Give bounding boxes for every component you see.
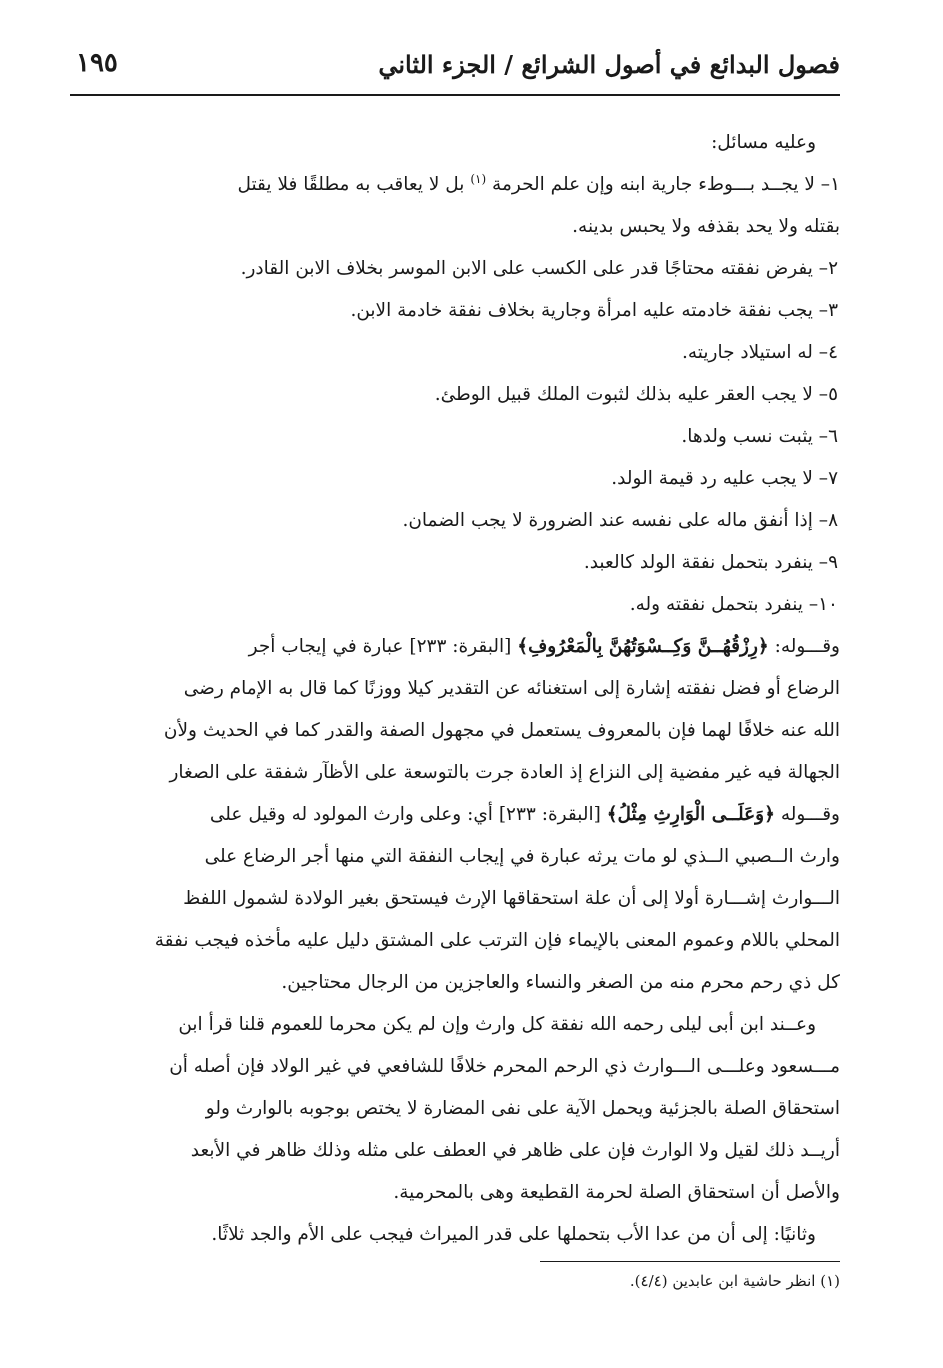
para-1-line-1-start: وقـــوله: [774,636,840,657]
running-title: فصول البدائع في أصول الشرائع / الجزء الثاني [378,50,840,79]
para-1-line-3: الله عنه خلافًا لهما فإن بالمعروف يستعمل في مجهول الصفة والقدر كما في الحديث ولأن [163,720,840,741]
page-header [70,46,840,96]
footnote-1: (١) انظر حاشية ابن عابدين (٤/٤). [629,1272,840,1290]
para-2-line-3: استحقاق الصلة بالجزئية ويحمل الآية على نفى المضارة لا يختص بوجوبه بالوارث ولو [205,1098,840,1119]
page-number: ١٩٥ [76,48,118,78]
book-page [70,46,840,1346]
para-1-line-5 [70,794,840,836]
para-1-line-7: الـــوارث إشـــارة أولا إلى أن علة استحقاقها الإرث فيستحق بغير الولادة لشمول اللفظ [183,888,840,909]
body-text [70,122,840,1256]
para-2-line-5: والأصل أن استحقاق الصلة لحرمة القطيعة وهى بالمحرمية. [393,1182,840,1203]
para-3-line-1: وثانيًا: إلى أن من عدا الأب بتحملها على قدر الميراث فيجب على الأم والجد ثلاثًا. [211,1224,816,1245]
para-1-line-2: الرضاع أو فضل نفقته إشارة إلى استغنائه عن التقدير كيلا ووزنًا كما قال به الإمام رضى [183,678,840,699]
quran-verse-1: ﴿رِزْقُهُــنَّ وَكِــسْوَتُهُنَّ بِالْمَعْرُوفِ﴾ [517,636,769,657]
item-1-text-before-ref: ١– لا يجــد بـــوطء جارية ابنه وإن علم الحرمة [492,174,840,195]
list-item-10: ١٠– ينفرد بتحمل نفقته وله. [629,594,838,615]
list-item-4: ٤– له استيلاد جاريته. [681,342,838,363]
para-1-line-4: الجهالة فيه غير مفضية إلى النزاع إذ العادة جرت بالتوسعة على الأظآر شفقة على الصغار [169,762,840,783]
para-1-line-5-start: وقـــوله [780,804,840,825]
quran-verse-2: ﴿وَعَلَــى الْوَارِثِ مِثْلُ﴾ [606,804,775,825]
footnote-divider [540,1261,840,1262]
list-item-3: ٣– يجب نفقة خادمته عليه امرأة وجارية بخلاف نفقة خادمة الابن. [350,300,838,321]
para-1-line-6: وارث الــصبي الــذي لو مات يرثه عبارة في إيجاب النفقة التي منها أجر الرضاع على [204,846,840,867]
para-2-line-1: وعــند ابن أبى ليلى رحمه الله نفقة كل وارث وإن لم يكن محرما للعموم قلنا قرأ ابن [178,1014,816,1035]
para-1-line-1 [70,626,840,668]
item-1-text-after-ref: بل لا يعاقب به مطلقًا فلا يقتل [237,174,465,195]
list-item-1-line-b: بقتله ولا يحد بقذفه ولا يحبس بدينه. [572,216,840,237]
list-item-9: ٩– ينفرد بتحمل نفقة الولد كالعبد. [583,552,838,573]
para-2-line-4: أريــد ذلك لقيل ولا الوارث فإن على ظاهر في العطف على مثله وذلك ظاهر في الأبعد [190,1140,840,1161]
para-1-line-1-end: [البقرة: ٢٣٣] عبارة في إيجاب أجر [248,636,512,657]
list-item-8: ٨– إذا أنفق ماله على نفسه عند الضرورة لا يجب الضمان. [402,510,838,531]
intro-line: وعليه مسائل: [711,132,816,153]
para-1-line-5-end: [البقرة: ٢٣٣] أي: وعلى وارث المولود له وقيل على [209,804,601,825]
para-2-line-2: مـــسعود وعلـــى الـــوارث ذي الرحم المحرم خلافًا للشافعي في غير الولاد فإن أصله أن [169,1056,840,1077]
list-item-7: ٧– لا يجب عليه رد قيمة الولد. [611,468,838,489]
list-item-5: ٥– لا يجب العقر عليه بذلك لثبوت الملك قبيل الوطئ. [434,384,838,405]
para-1-line-9: كل ذي رحم محرم منه من الصغر والنساء والعاجزين من الرجال محتاجين. [281,972,840,993]
para-1-line-8: المحلي باللام وعموم المعنى بالإيماء فإن الترتب على المشتق دليل عليه مأخذه فيجب نفقة [154,930,840,951]
list-item-2: ٢– يفرض نفقته محتاجًا قدر على الكسب على الابن الموسر بخلاف الابن القادر. [240,258,838,279]
footnote-ref-1[interactable]: (١) [470,171,487,186]
list-item-1-line-a [70,164,840,206]
list-item-6: ٦– يثبت نسب ولدها. [681,426,838,447]
